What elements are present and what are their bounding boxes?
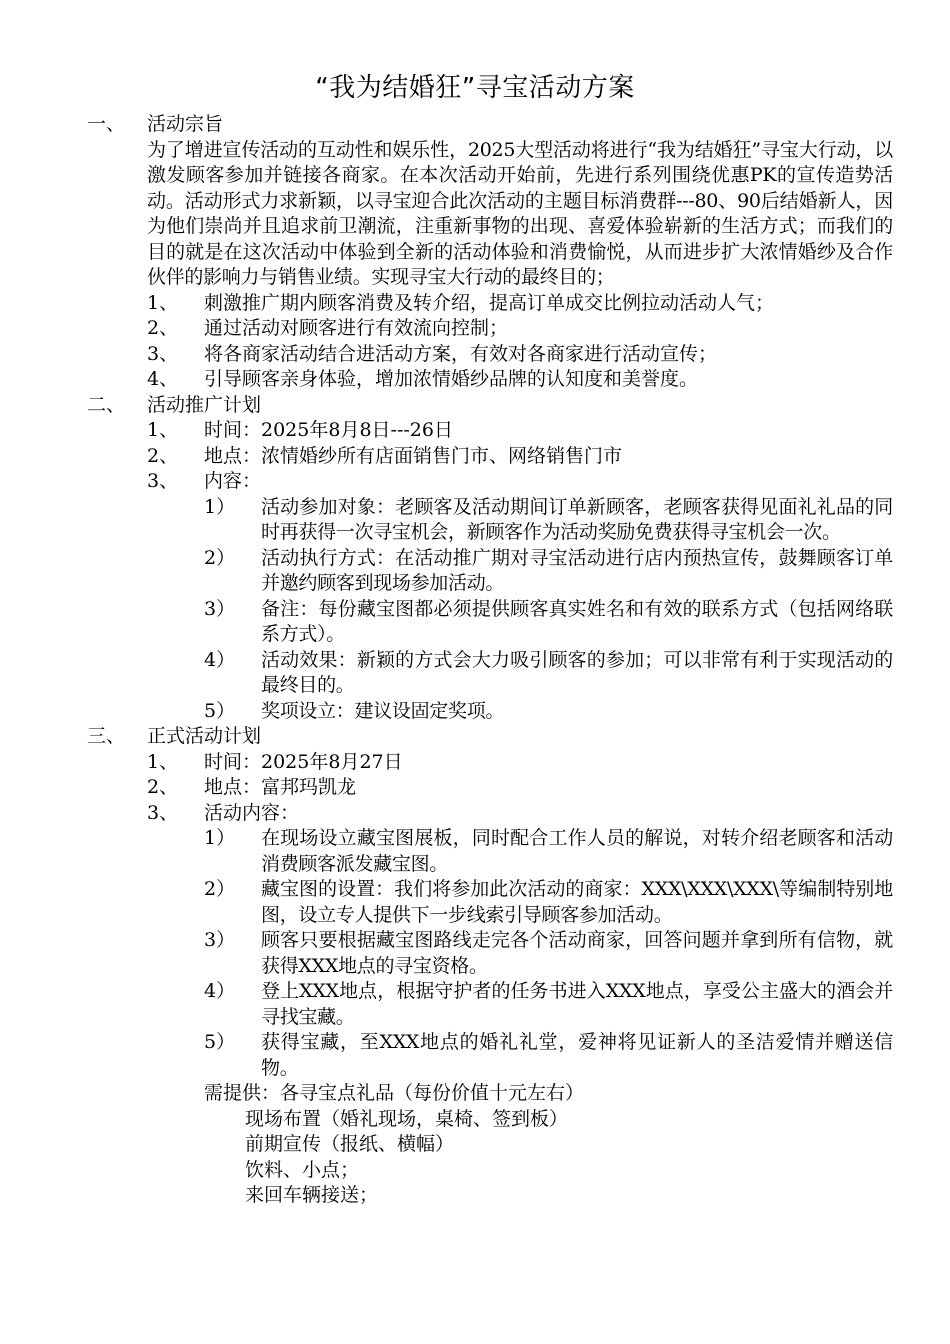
sub-list-item [204, 546, 893, 597]
section-number: 一、 [87, 113, 126, 135]
item-number: 4、 [147, 368, 179, 390]
sub-item-text: 活动参加对象：老顾客及活动期间订单新顾客，老顾客获得见面礼礼品的同时再获得一次寻宝机会，新顾客作为活动奖励免费获得寻宝机会一次。 [261, 495, 893, 543]
sub-list-item [204, 979, 893, 1030]
sub-list-item [204, 928, 893, 979]
item-number: 2、 [147, 444, 179, 467]
sub-item-number: 3） [204, 929, 236, 951]
list-item [147, 469, 893, 495]
list-item [147, 801, 893, 827]
needs-line: 现场布置（婚礼现场，桌椅、签到板） [245, 1107, 569, 1130]
item-text: 引导顾客亲身体验，增加浓情婚纱品牌的认知度和美誉度。 [204, 368, 699, 390]
section-title: 正式活动计划 [147, 725, 262, 747]
sub-item-text: 在现场设立藏宝图展板，同时配合工作人员的解说，对转介绍老顾客和活动消费顾客派发藏宝图。 [261, 827, 893, 875]
sub-list-item [204, 877, 893, 928]
sub-item-text: 活动执行方式：在活动推广期对寻宝活动进行店内预热宣传，鼓舞顾客订单并邀约顾客到现场参加活动。 [261, 546, 893, 594]
sub-item-number: 3） [204, 597, 236, 620]
item-text: 时间：2025年8月8日---26日 [204, 419, 453, 441]
item-number: 3、 [147, 342, 179, 365]
sub-list-item [204, 648, 893, 699]
item-number: 1、 [147, 750, 179, 773]
item-text: 将各商家活动结合进活动方案，有效对各商家进行活动宣传； [204, 342, 718, 365]
item-text: 通过活动对顾客进行有效流向控制； [204, 317, 509, 339]
item-text: 活动内容： [204, 801, 300, 824]
item-number: 2、 [147, 317, 179, 339]
list-item [147, 316, 893, 342]
needs-line: 来回车辆接送； [245, 1184, 379, 1206]
sub-item-number: 5） [204, 1031, 236, 1053]
sub-list-item [204, 826, 893, 877]
sub-item-number: 5） [204, 699, 236, 722]
section-number: 三、 [87, 725, 126, 747]
page-title: “我为结婚狂”寻宝活动方案 [315, 73, 635, 103]
item-text: 内容： [204, 470, 262, 492]
sub-item-text: 登上XXX地点，根据守护者的任务书进入XXX地点，享受公主盛大的酒会并寻找宝藏。 [261, 980, 893, 1028]
section-heading-1 [87, 112, 893, 138]
section-number: 二、 [87, 393, 126, 416]
section-heading-2 [87, 393, 893, 419]
item-text: 地点：富邦玛凯龙 [204, 776, 357, 798]
sub-list-item [204, 495, 893, 546]
item-number: 1、 [147, 419, 179, 441]
sub-item-number: 4） [204, 648, 236, 671]
sub-list-item [204, 1030, 893, 1081]
sub-item-text: 顾客只要根据藏宝图路线走完各个活动商家，回答问题并拿到所有信物，就获得XXX地点的寻宝资格。 [261, 929, 893, 977]
item-text: 地点：浓情婚纱所有店面销售门市、网络销售门市 [204, 444, 623, 467]
purpose-paragraph: 为了增进宣传活动的互动性和娱乐性，2025大型活动将进行“我为结婚狂”寻宝大行动，以激发顾客参加并链接各商家。在本次活动开始前，先进行系列围绕优惠PK的宣传造势活动。活动形式力求新颖，以寻宝迎合此次活动的主题目标消费群---80、90后结婚新人，因为他们崇尚并且追求前卫潮流，注重新事物的出现、喜爱体验崭新的生活方式；而我们的目的就是在这次活动中体验到全新的活动体验和消费愉悦，从而进步扩大浓情婚纱及合作伙伴的影响力与销售业绩。实现寻宝大行动的最终目的； [147, 138, 893, 288]
sub-item-number: 1） [204, 495, 236, 518]
list-item [147, 418, 893, 444]
sub-item-number: 1） [204, 827, 236, 849]
sub-list-item [204, 699, 893, 725]
list-item [147, 342, 893, 368]
document-body [87, 112, 893, 1209]
list-item [147, 444, 893, 470]
sub-item-number: 2） [204, 878, 236, 900]
sub-item-text: 奖项设立：建议设固定奖项。 [261, 699, 505, 722]
item-text: 刺激推广期内顾客消费及转介绍，提高订单成交比例拉动活动人气； [204, 291, 775, 314]
item-number: 3、 [147, 801, 179, 824]
item-number: 1、 [147, 291, 179, 314]
item-number: 2、 [147, 776, 179, 798]
list-item [147, 291, 893, 317]
needs-first-line: 需提供：各寻宝点礼品（每份价值十元左右） [204, 1082, 585, 1104]
item-number: 3、 [147, 470, 179, 492]
list-item [147, 750, 893, 776]
sub-item-number: 4） [204, 980, 236, 1002]
sub-item-text: 活动效果：新颖的方式会大力吸引顾客的参加；可以非常有利于实现活动的最终目的。 [261, 648, 893, 696]
section-heading-3 [87, 724, 893, 750]
sub-item-number: 2） [204, 546, 236, 569]
sub-item-text: 藏宝图的设置：我们将参加此次活动的商家：XXX\XXX\XXX\等编制特别地图，设立专人提供下一步线索引导顾客参加活动。 [261, 878, 893, 926]
sub-item-text: 获得宝藏，至XXX地点的婚礼礼堂，爱神将见证新人的圣洁爱情并赠送信物。 [261, 1031, 893, 1079]
needs-line: 饮料、小点； [245, 1158, 360, 1181]
item-text: 时间：2025年8月27日 [204, 750, 403, 773]
section-title: 活动推广计划 [147, 393, 262, 416]
sub-item-text: 备注：每份藏宝图都必须提供顾客真实姓名和有效的联系方式（包括网络联系方式）。 [261, 597, 893, 645]
list-item [147, 367, 893, 393]
needs-line: 前期宣传（报纸、横幅） [245, 1133, 455, 1155]
list-item [147, 775, 893, 801]
section-title: 活动宗旨 [147, 113, 224, 135]
sub-list-item [204, 597, 893, 648]
